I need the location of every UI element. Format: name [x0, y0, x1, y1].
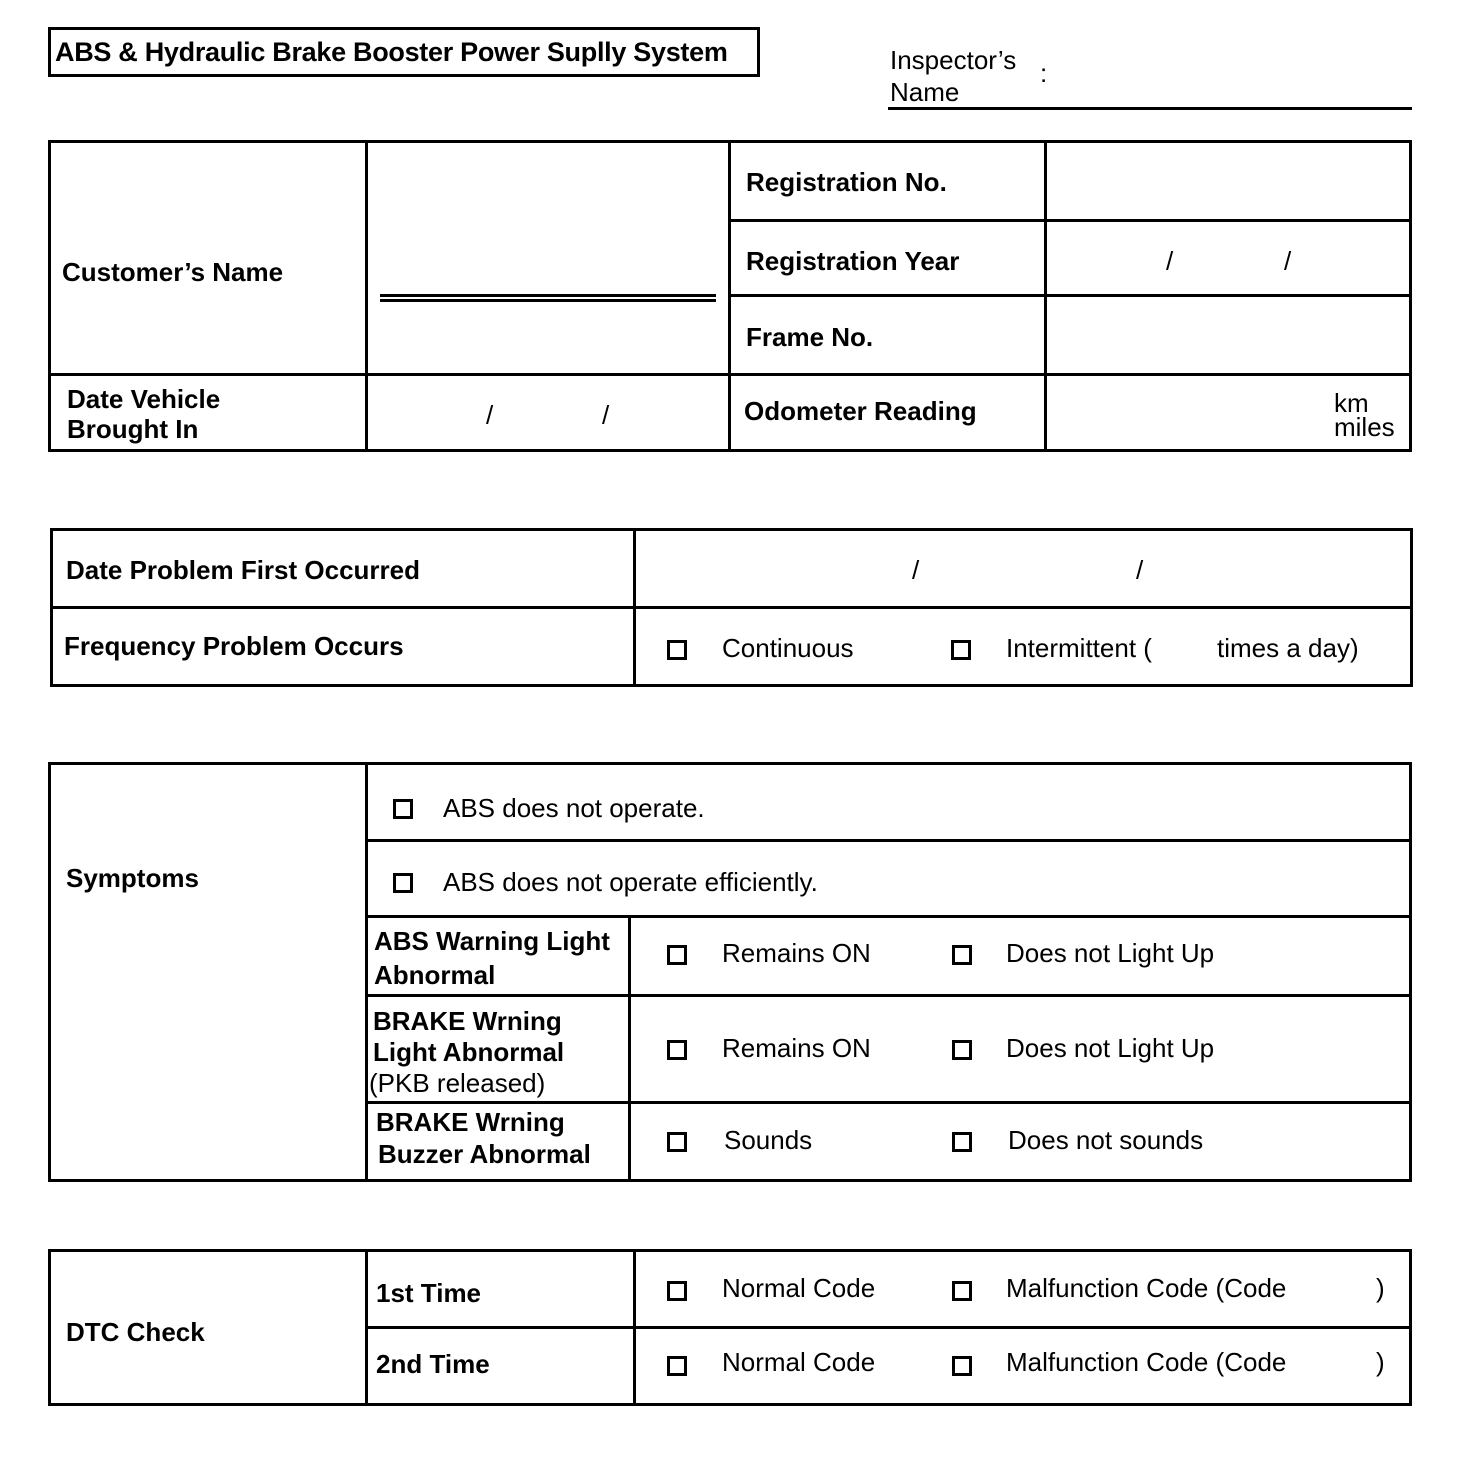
- odometer-unit-miles: miles: [1334, 412, 1395, 442]
- frame-no-label: Frame No.: [746, 322, 874, 352]
- symptoms-label: Symptoms: [66, 863, 199, 893]
- customer-name-label: Customer’s Name: [62, 257, 284, 287]
- inspector-label-line1: Inspector’s: [890, 45, 1017, 75]
- inspector-name-field[interactable]: [888, 107, 1412, 110]
- brake-remains-on-label: Remains ON: [722, 1033, 871, 1063]
- customer-name-field[interactable]: [380, 294, 716, 302]
- continuous-checkbox[interactable]: [667, 640, 687, 660]
- second-normal-code-label: Normal Code: [722, 1347, 876, 1377]
- registration-no-label: Registration No.: [746, 167, 947, 197]
- abs-remains-on-checkbox[interactable]: [667, 945, 687, 965]
- brake-buzzer-label-2: Buzzer Abnormal: [378, 1139, 591, 1169]
- intermittent-checkbox[interactable]: [951, 640, 971, 660]
- date-brought-in-sep-2: /: [602, 400, 610, 430]
- brake-not-light-label: Does not Light Up: [1006, 1033, 1215, 1063]
- not-sounds-checkbox[interactable]: [952, 1132, 972, 1152]
- sounds-label: Sounds: [724, 1125, 813, 1155]
- inspector-colon: :: [1040, 58, 1048, 88]
- abs-not-operate-checkbox[interactable]: [393, 799, 413, 819]
- brake-light-label-1: BRAKE Wrning: [373, 1006, 562, 1036]
- form-title: ABS & Hydraulic Brake Booster Power Suplly System: [48, 27, 760, 77]
- first-close-paren: ): [1376, 1273, 1385, 1303]
- second-malfunction-code-checkbox[interactable]: [952, 1356, 972, 1376]
- odometer-unit-km: km: [1334, 388, 1369, 418]
- inspector-label-line2: Name: [890, 77, 960, 107]
- registration-year-label: Registration Year: [746, 246, 960, 276]
- frame-no-field[interactable]: [1048, 298, 1408, 372]
- abs-warning-label-2: Abnormal: [374, 960, 496, 990]
- date-first-sep-1: /: [912, 555, 920, 585]
- first-normal-code-checkbox[interactable]: [667, 1281, 687, 1301]
- continuous-label: Continuous: [722, 633, 854, 663]
- first-normal-code-label: Normal Code: [722, 1273, 876, 1303]
- odometer-label: Odometer Reading: [744, 396, 977, 426]
- brake-buzzer-label-1: BRAKE Wrning: [376, 1107, 565, 1137]
- registration-year-sep-2: /: [1284, 246, 1292, 276]
- date-brought-in-sep-1: /: [486, 400, 494, 430]
- abs-not-light-label: Does not Light Up: [1006, 938, 1215, 968]
- date-first-occurred-label: Date Problem First Occurred: [66, 555, 420, 585]
- abs-not-operate-label: ABS does not operate.: [443, 793, 705, 823]
- frequency-label: Frequency Problem Occurs: [64, 631, 404, 661]
- brake-remains-on-checkbox[interactable]: [667, 1040, 687, 1060]
- abs-not-efficient-label: ABS does not operate efficiently.: [443, 867, 818, 897]
- second-malfunction-code-label: Malfunction Code (Code: [1006, 1347, 1287, 1377]
- sounds-checkbox[interactable]: [667, 1132, 687, 1152]
- abs-not-efficient-checkbox[interactable]: [393, 873, 413, 893]
- registration-no-field[interactable]: [1048, 144, 1408, 218]
- inspector-name-label: [890, 44, 1016, 108]
- second-normal-code-checkbox[interactable]: [667, 1356, 687, 1376]
- brake-light-label-2: Light Abnormal: [373, 1037, 565, 1067]
- first-malfunction-code-label: Malfunction Code (Code: [1006, 1273, 1287, 1303]
- brake-light-label-3: (PKB released): [369, 1068, 546, 1098]
- not-sounds-label: Does not sounds: [1008, 1125, 1204, 1155]
- first-malfunction-code-checkbox[interactable]: [952, 1281, 972, 1301]
- times-a-day-label: times a day): [1217, 633, 1359, 663]
- dtc-second-time-label: 2nd Time: [376, 1349, 490, 1379]
- abs-remains-on-label: Remains ON: [722, 938, 871, 968]
- abs-warning-label-1: ABS Warning Light: [374, 926, 610, 956]
- date-brought-in-label-2: Brought In: [67, 414, 199, 444]
- date-brought-in-label-1: Date Vehicle: [67, 384, 221, 414]
- intermittent-label: Intermittent (: [1006, 633, 1152, 663]
- registration-year-sep-1: /: [1166, 246, 1174, 276]
- date-first-sep-2: /: [1136, 555, 1144, 585]
- second-close-paren: ): [1376, 1347, 1385, 1377]
- dtc-first-time-label: 1st Time: [376, 1278, 482, 1308]
- dtc-check-label: DTC Check: [66, 1317, 205, 1347]
- brake-not-light-checkbox[interactable]: [952, 1040, 972, 1060]
- abs-not-light-checkbox[interactable]: [952, 945, 972, 965]
